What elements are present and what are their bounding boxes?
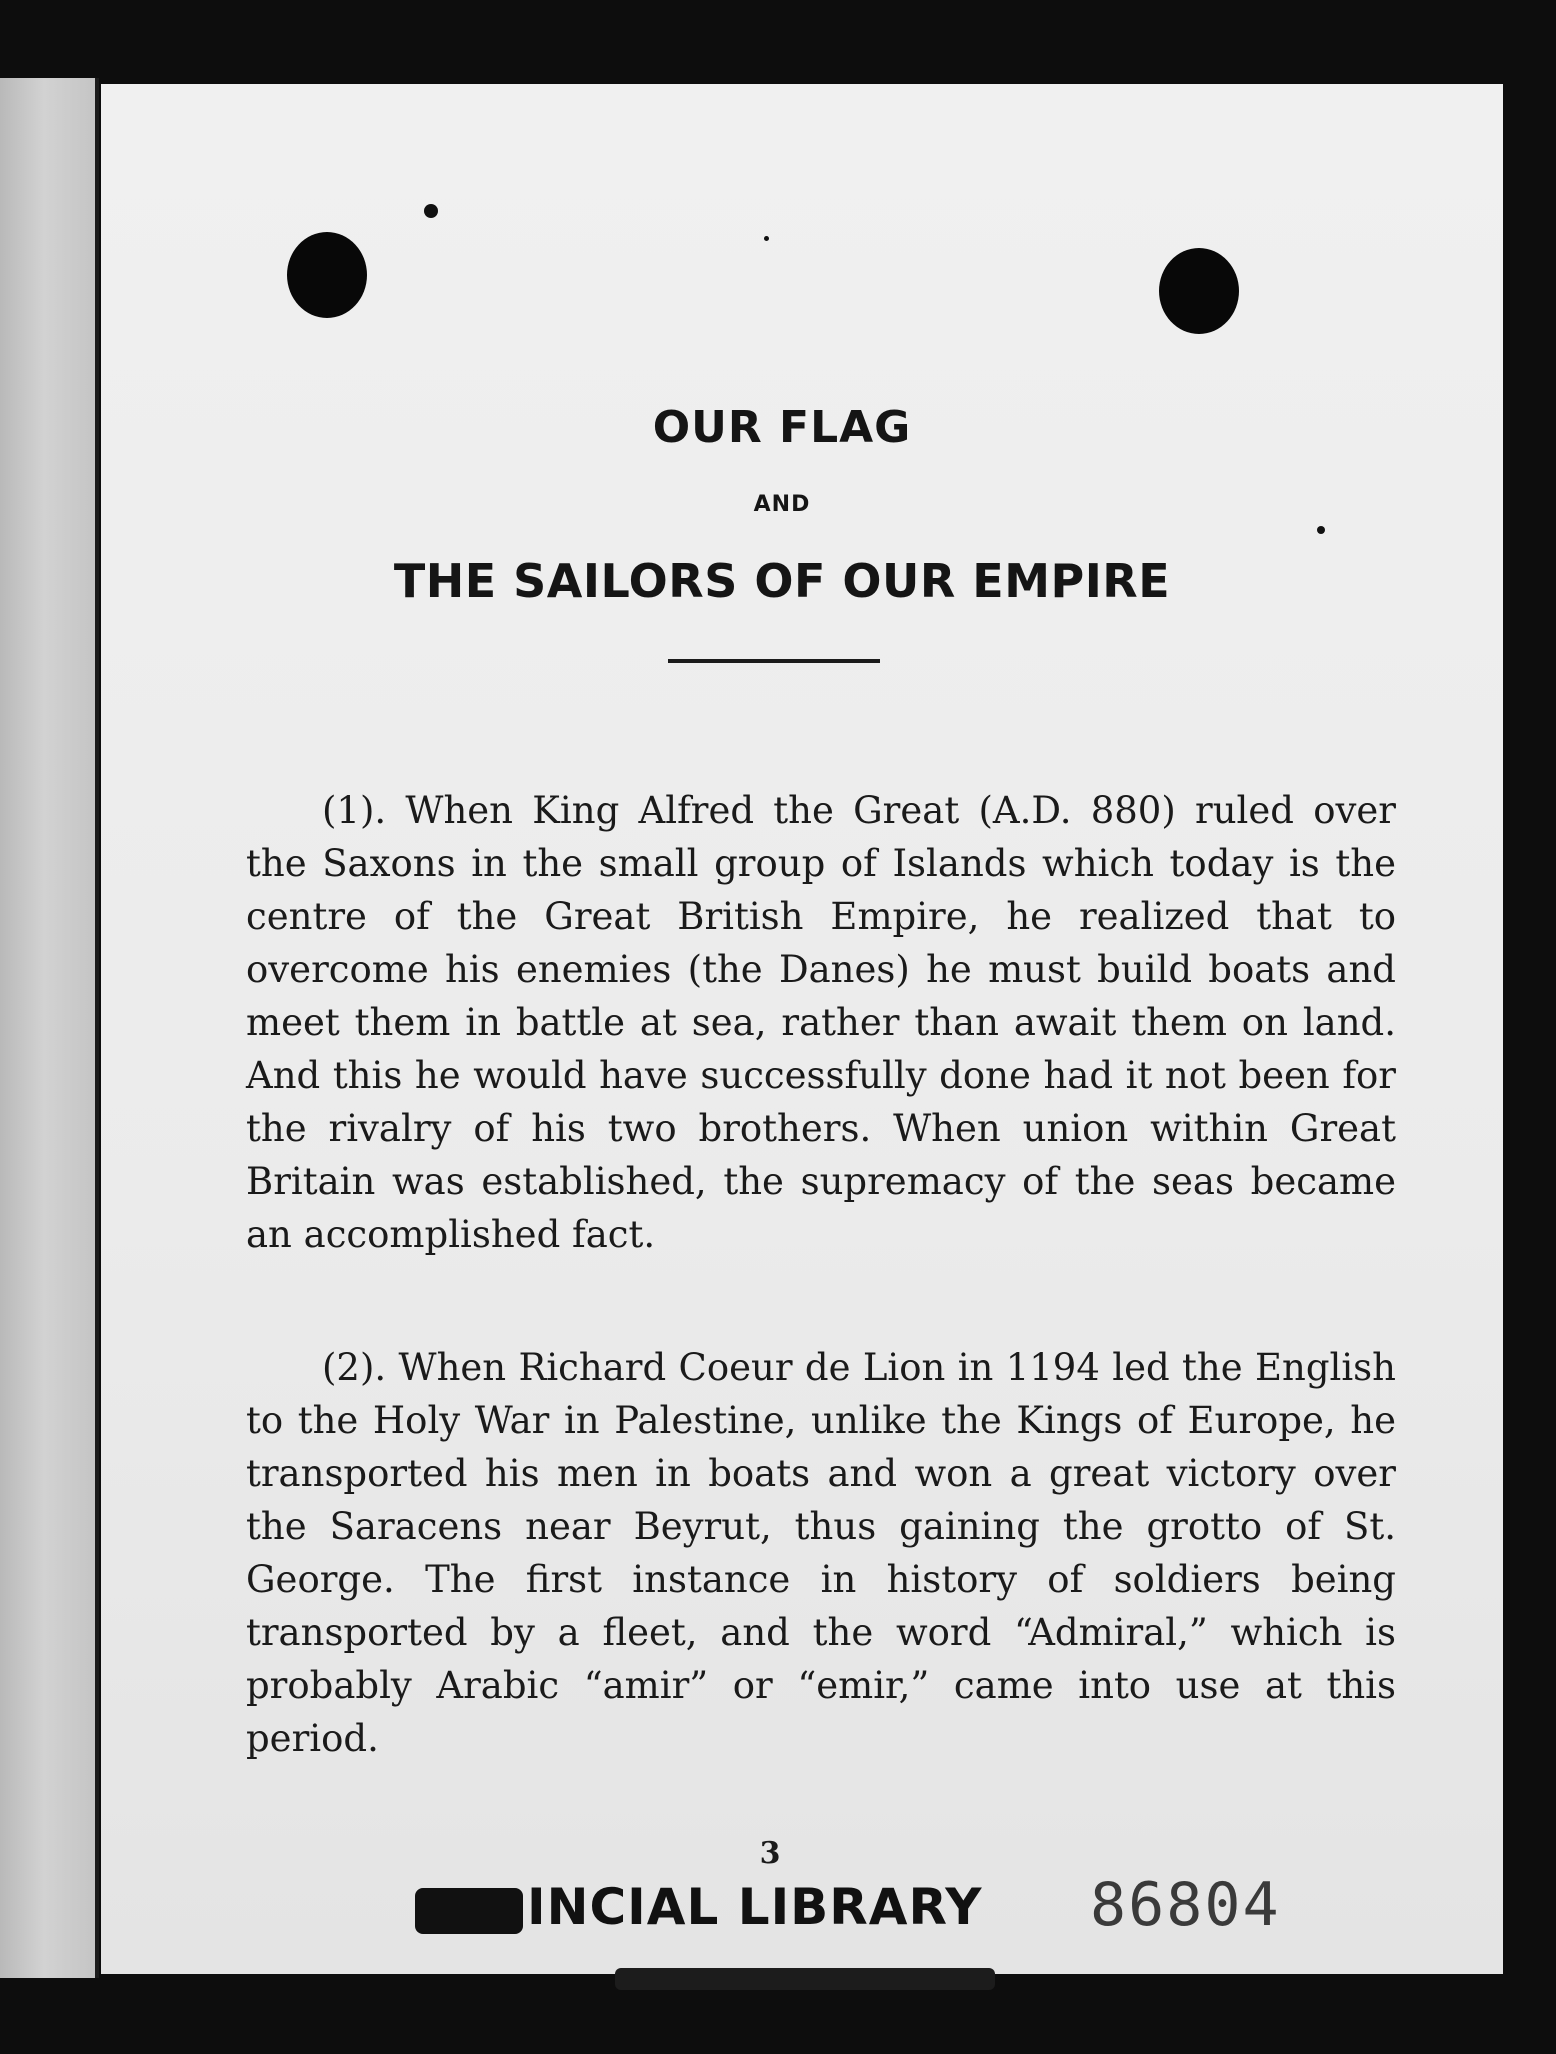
punch-hole-left — [287, 232, 367, 318]
paragraph-2: (2). When Richard Coeur de Lion in 1194 led the English to the Holy War in Palestine, unlike the Kings of Europe, he transported his men in boats and won a great victory over the Saracens near Beyrut, thus gaining the grotto of St. George. The first instance in history of soldiers being transported by a fleet, and the word “Admiral,” which is probably Arabic “amir” or “emir,” came into use at this period. — [246, 1346, 1396, 1760]
ink-speck — [1317, 526, 1325, 534]
document-title: OUR FLAG — [652, 402, 912, 453]
accession-number: 86804 — [1090, 1870, 1281, 1940]
ink-speck — [424, 204, 438, 218]
document-page — [101, 84, 1503, 1974]
page-fold-line — [95, 78, 99, 1978]
stamp-smudge — [415, 1888, 523, 1934]
title-conjunction: AND — [753, 492, 811, 517]
page-number: 3 — [759, 1836, 781, 1871]
stamp-bottom-line — [615, 1968, 995, 1990]
punch-hole-right — [1159, 248, 1239, 334]
document-subtitle: THE SAILORS OF OUR EMPIRE — [393, 554, 1171, 608]
title-rule — [668, 659, 880, 663]
paragraph-1: (1). When King Alfred the Great (A.D. 880) ruled over the Saxons in the small group of Islands which today is the centre of the Great British Empire, he realized that to overcome his enemies (the Danes) he must build boats and meet them in battle at sea, rather than await them on land. And this he would have successfully done had it not been for the rivalry of his two brothers. When union within Great Britain was established, the supremacy of the seas became an accomplished fact. — [246, 789, 1396, 1256]
library-stamp-text: INCIAL LIBRARY — [527, 1878, 983, 1936]
library-stamp — [415, 1878, 982, 1948]
ink-speck — [764, 236, 769, 241]
adjacent-page-edge — [0, 78, 98, 1978]
